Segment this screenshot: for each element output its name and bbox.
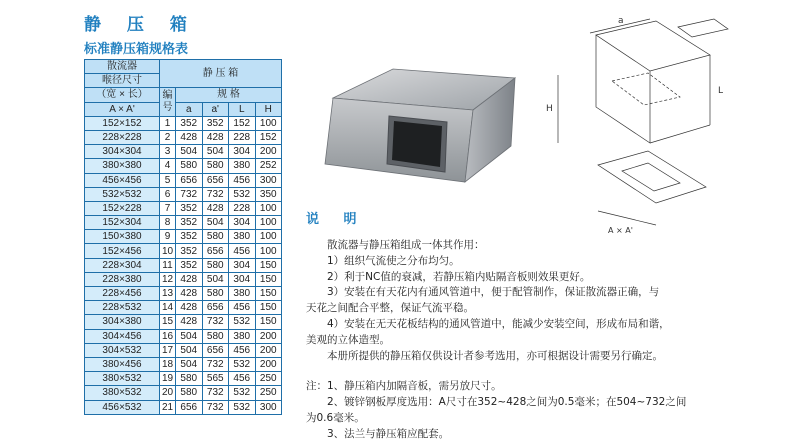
cell-a2: 656	[202, 173, 229, 187]
cell-a2: 656	[202, 343, 229, 357]
cell-l: 532	[229, 187, 256, 201]
cell-a: 428	[176, 272, 203, 286]
cell-a2: 580	[202, 329, 229, 343]
cell-l: 532	[229, 386, 256, 400]
header-spec: 规 格	[176, 88, 282, 102]
cell-l: 456	[229, 372, 256, 386]
cell-h: 150	[255, 258, 282, 272]
cell-a2: 504	[202, 145, 229, 159]
table-row	[85, 272, 282, 286]
cell-h: 300	[255, 400, 282, 414]
note-1: 注：1、静压箱内加隔音板，需另放尺寸。	[306, 380, 502, 393]
cell-a2: 580	[202, 258, 229, 272]
cell-a2: 504	[202, 272, 229, 286]
cell-size: 456×456	[85, 173, 160, 187]
cell-size: 304×456	[85, 329, 160, 343]
cell-a: 504	[176, 357, 203, 371]
cell-size: 228×532	[85, 301, 160, 315]
cell-l: 228	[229, 201, 256, 215]
table-row	[85, 230, 282, 244]
cell-l: 380	[229, 230, 256, 244]
cell-no: 12	[160, 272, 176, 286]
drawing-label-size: A × A'	[608, 226, 633, 235]
cell-h: 100	[255, 244, 282, 258]
cell-no: 3	[160, 145, 176, 159]
cell-size: 380×532	[85, 372, 160, 386]
drawing-label-l: L	[718, 86, 724, 96]
cell-a: 352	[176, 230, 203, 244]
description-item-4: 4）安装在无天花板结构的通风管道中，能减少安装空间，形成布局和谐，	[327, 317, 670, 330]
description-item-3-cont: 天花之间配合平整，保证气流平稳。	[306, 302, 474, 315]
cell-a: 580	[176, 372, 203, 386]
cell-no: 7	[160, 201, 176, 215]
cell-size: 152×228	[85, 201, 160, 215]
table-row	[85, 116, 282, 130]
cell-no: 11	[160, 258, 176, 272]
cell-size: 380×456	[85, 357, 160, 371]
cell-a: 428	[176, 301, 203, 315]
cell-no: 14	[160, 301, 176, 315]
description-title: 说 明	[306, 212, 367, 227]
plenum-box-drawing	[538, 15, 738, 237]
cell-a: 732	[176, 187, 203, 201]
cell-a2: 732	[202, 187, 229, 201]
table-row	[85, 329, 282, 343]
col-a: a	[176, 102, 203, 116]
header-plenum-box: 静 压 箱	[160, 60, 282, 88]
cell-no: 13	[160, 287, 176, 301]
cell-l: 152	[229, 116, 256, 130]
cell-h: 250	[255, 372, 282, 386]
cell-h: 150	[255, 315, 282, 329]
cell-no: 2	[160, 130, 176, 144]
cell-a: 580	[176, 159, 203, 173]
table-row	[85, 244, 282, 258]
cell-l: 380	[229, 287, 256, 301]
table-row	[85, 187, 282, 201]
cell-l: 456	[229, 301, 256, 315]
table-row	[85, 173, 282, 187]
cell-size: 532×532	[85, 187, 160, 201]
cell-a2: 732	[202, 315, 229, 329]
note-2: 2、镀锌钢板厚度选用：A尺寸在352~428之间为0.5毫米；在504~732之间	[327, 396, 687, 409]
cell-l: 304	[229, 216, 256, 230]
header-throat-size: 喉径尺寸	[85, 74, 160, 88]
cell-a: 656	[176, 173, 203, 187]
cell-a2: 580	[202, 287, 229, 301]
drawing-top-box	[596, 21, 710, 71]
note-3: 3、法兰与静压箱应配套。	[327, 427, 450, 440]
cell-h: 350	[255, 187, 282, 201]
cell-l: 228	[229, 130, 256, 144]
cell-h: 200	[255, 329, 282, 343]
cell-no: 1	[160, 116, 176, 130]
cell-size: 456×532	[85, 400, 160, 414]
table-row	[85, 145, 282, 159]
col-a-prime: a'	[202, 102, 229, 116]
cell-a2: 732	[202, 357, 229, 371]
cell-a: 352	[176, 216, 203, 230]
cell-no: 18	[160, 357, 176, 371]
table-row	[85, 201, 282, 215]
cell-size: 304×304	[85, 145, 160, 159]
cell-l: 456	[229, 244, 256, 258]
table-row	[85, 372, 282, 386]
cell-l: 456	[229, 343, 256, 357]
table-row	[85, 386, 282, 400]
cell-a: 352	[176, 244, 203, 258]
cell-h: 200	[255, 343, 282, 357]
note-2-cont: 为0.6毫米。	[306, 411, 365, 424]
cell-no: 8	[160, 216, 176, 230]
description-item-4-cont: 美观的立体造型。	[306, 333, 390, 346]
cell-size: 380×380	[85, 159, 160, 173]
drawing-dim-line-bottom	[598, 211, 656, 225]
cell-h: 200	[255, 145, 282, 159]
cell-no: 21	[160, 400, 176, 414]
drawing-label-h: H	[546, 104, 553, 114]
table-row	[85, 301, 282, 315]
cell-size: 304×532	[85, 343, 160, 357]
drawing-duct-neck	[678, 19, 728, 37]
header-number	[160, 88, 176, 116]
cell-no: 16	[160, 329, 176, 343]
cell-no: 19	[160, 372, 176, 386]
page-title: 静 压 箱	[84, 15, 197, 35]
cell-a2: 580	[202, 230, 229, 244]
description-item-3: 3）安装在有天花内有通风管道中，便于配管制作，保证散流器正确，与	[327, 286, 660, 299]
spec-table	[84, 59, 282, 415]
cell-l: 532	[229, 400, 256, 414]
cell-a: 580	[176, 386, 203, 400]
table-row	[85, 287, 282, 301]
description-item-1: 1）组织气流使之分布均匀。	[327, 254, 460, 267]
cell-a2: 580	[202, 159, 229, 173]
cell-h: 250	[255, 386, 282, 400]
header-width-length: （宽 × 长）	[85, 88, 160, 102]
cell-a: 352	[176, 116, 203, 130]
cell-a2: 656	[202, 244, 229, 258]
cell-size: 152×304	[85, 216, 160, 230]
cell-size: 228×380	[85, 272, 160, 286]
cell-no: 5	[160, 173, 176, 187]
cell-a: 504	[176, 343, 203, 357]
cell-size: 228×228	[85, 130, 160, 144]
cell-a: 352	[176, 258, 203, 272]
cell-h: 100	[255, 230, 282, 244]
table-title: 标准静压箱规格表	[84, 42, 189, 57]
cell-size: 304×380	[85, 315, 160, 329]
cell-l: 304	[229, 258, 256, 272]
cell-h: 100	[255, 116, 282, 130]
cell-size: 380×532	[85, 386, 160, 400]
cell-a2: 352	[202, 116, 229, 130]
cell-no: 9	[160, 230, 176, 244]
drawing-diffuser	[598, 151, 706, 203]
cell-a2: 504	[202, 216, 229, 230]
header-number-text: 编号	[162, 90, 173, 114]
cell-size: 152×456	[85, 244, 160, 258]
table-row	[85, 258, 282, 272]
cell-l: 532	[229, 357, 256, 371]
table-row	[85, 357, 282, 371]
cell-no: 6	[160, 187, 176, 201]
cell-no: 17	[160, 343, 176, 357]
cell-a2: 732	[202, 386, 229, 400]
spec-table-body	[85, 116, 282, 414]
cell-h: 150	[255, 287, 282, 301]
header-a-a: A × A'	[85, 102, 160, 116]
cell-no: 10	[160, 244, 176, 258]
description-item-2: 2）利于NC值的衰减，若静压箱内贴隔音板则效果更好。	[327, 270, 591, 283]
cell-no: 20	[160, 386, 176, 400]
cell-h: 100	[255, 216, 282, 230]
cell-size: 228×456	[85, 287, 160, 301]
cell-h: 100	[255, 201, 282, 215]
cell-l: 456	[229, 173, 256, 187]
cell-l: 532	[229, 315, 256, 329]
drawing-label-a: a	[618, 16, 624, 26]
cell-size: 150×380	[85, 230, 160, 244]
description-closing: 本册所提供的静压箱仅供设计者参考选用，亦可根据设计需要另行确定。	[327, 349, 663, 362]
cell-h: 300	[255, 173, 282, 187]
table-row	[85, 130, 282, 144]
drawing-inner-outlet	[612, 73, 680, 105]
cell-l: 380	[229, 329, 256, 343]
cell-a: 504	[176, 329, 203, 343]
table-row	[85, 159, 282, 173]
cell-h: 252	[255, 159, 282, 173]
cell-a2: 428	[202, 130, 229, 144]
cell-h: 150	[255, 272, 282, 286]
cell-a2: 656	[202, 301, 229, 315]
table-row	[85, 216, 282, 230]
cell-a2: 428	[202, 201, 229, 215]
plenum-box-photo	[315, 64, 520, 189]
cell-h: 150	[255, 301, 282, 315]
cell-l: 304	[229, 272, 256, 286]
cell-a: 428	[176, 130, 203, 144]
cell-no: 15	[160, 315, 176, 329]
cell-size: 228×304	[85, 258, 160, 272]
cell-a: 428	[176, 287, 203, 301]
cell-a: 428	[176, 315, 203, 329]
cell-l: 380	[229, 159, 256, 173]
description-intro: 散流器与静压箱组成一体其作用：	[327, 239, 485, 251]
drawing-box-bottom	[650, 125, 710, 143]
cell-h: 200	[255, 357, 282, 371]
cell-h: 152	[255, 130, 282, 144]
cell-a: 352	[176, 201, 203, 215]
table-row	[85, 400, 282, 414]
table-row	[85, 343, 282, 357]
cell-a2: 732	[202, 400, 229, 414]
cell-a: 656	[176, 400, 203, 414]
col-h: H	[255, 102, 282, 116]
col-l: L	[229, 102, 256, 116]
table-row	[85, 315, 282, 329]
description-text	[306, 238, 746, 443]
header-diffuser: 散流器	[85, 60, 160, 74]
cell-a2: 565	[202, 372, 229, 386]
box-opening	[392, 121, 442, 167]
cell-l: 304	[229, 145, 256, 159]
cell-a: 504	[176, 145, 203, 159]
cell-no: 4	[160, 159, 176, 173]
cell-size: 152×152	[85, 116, 160, 130]
